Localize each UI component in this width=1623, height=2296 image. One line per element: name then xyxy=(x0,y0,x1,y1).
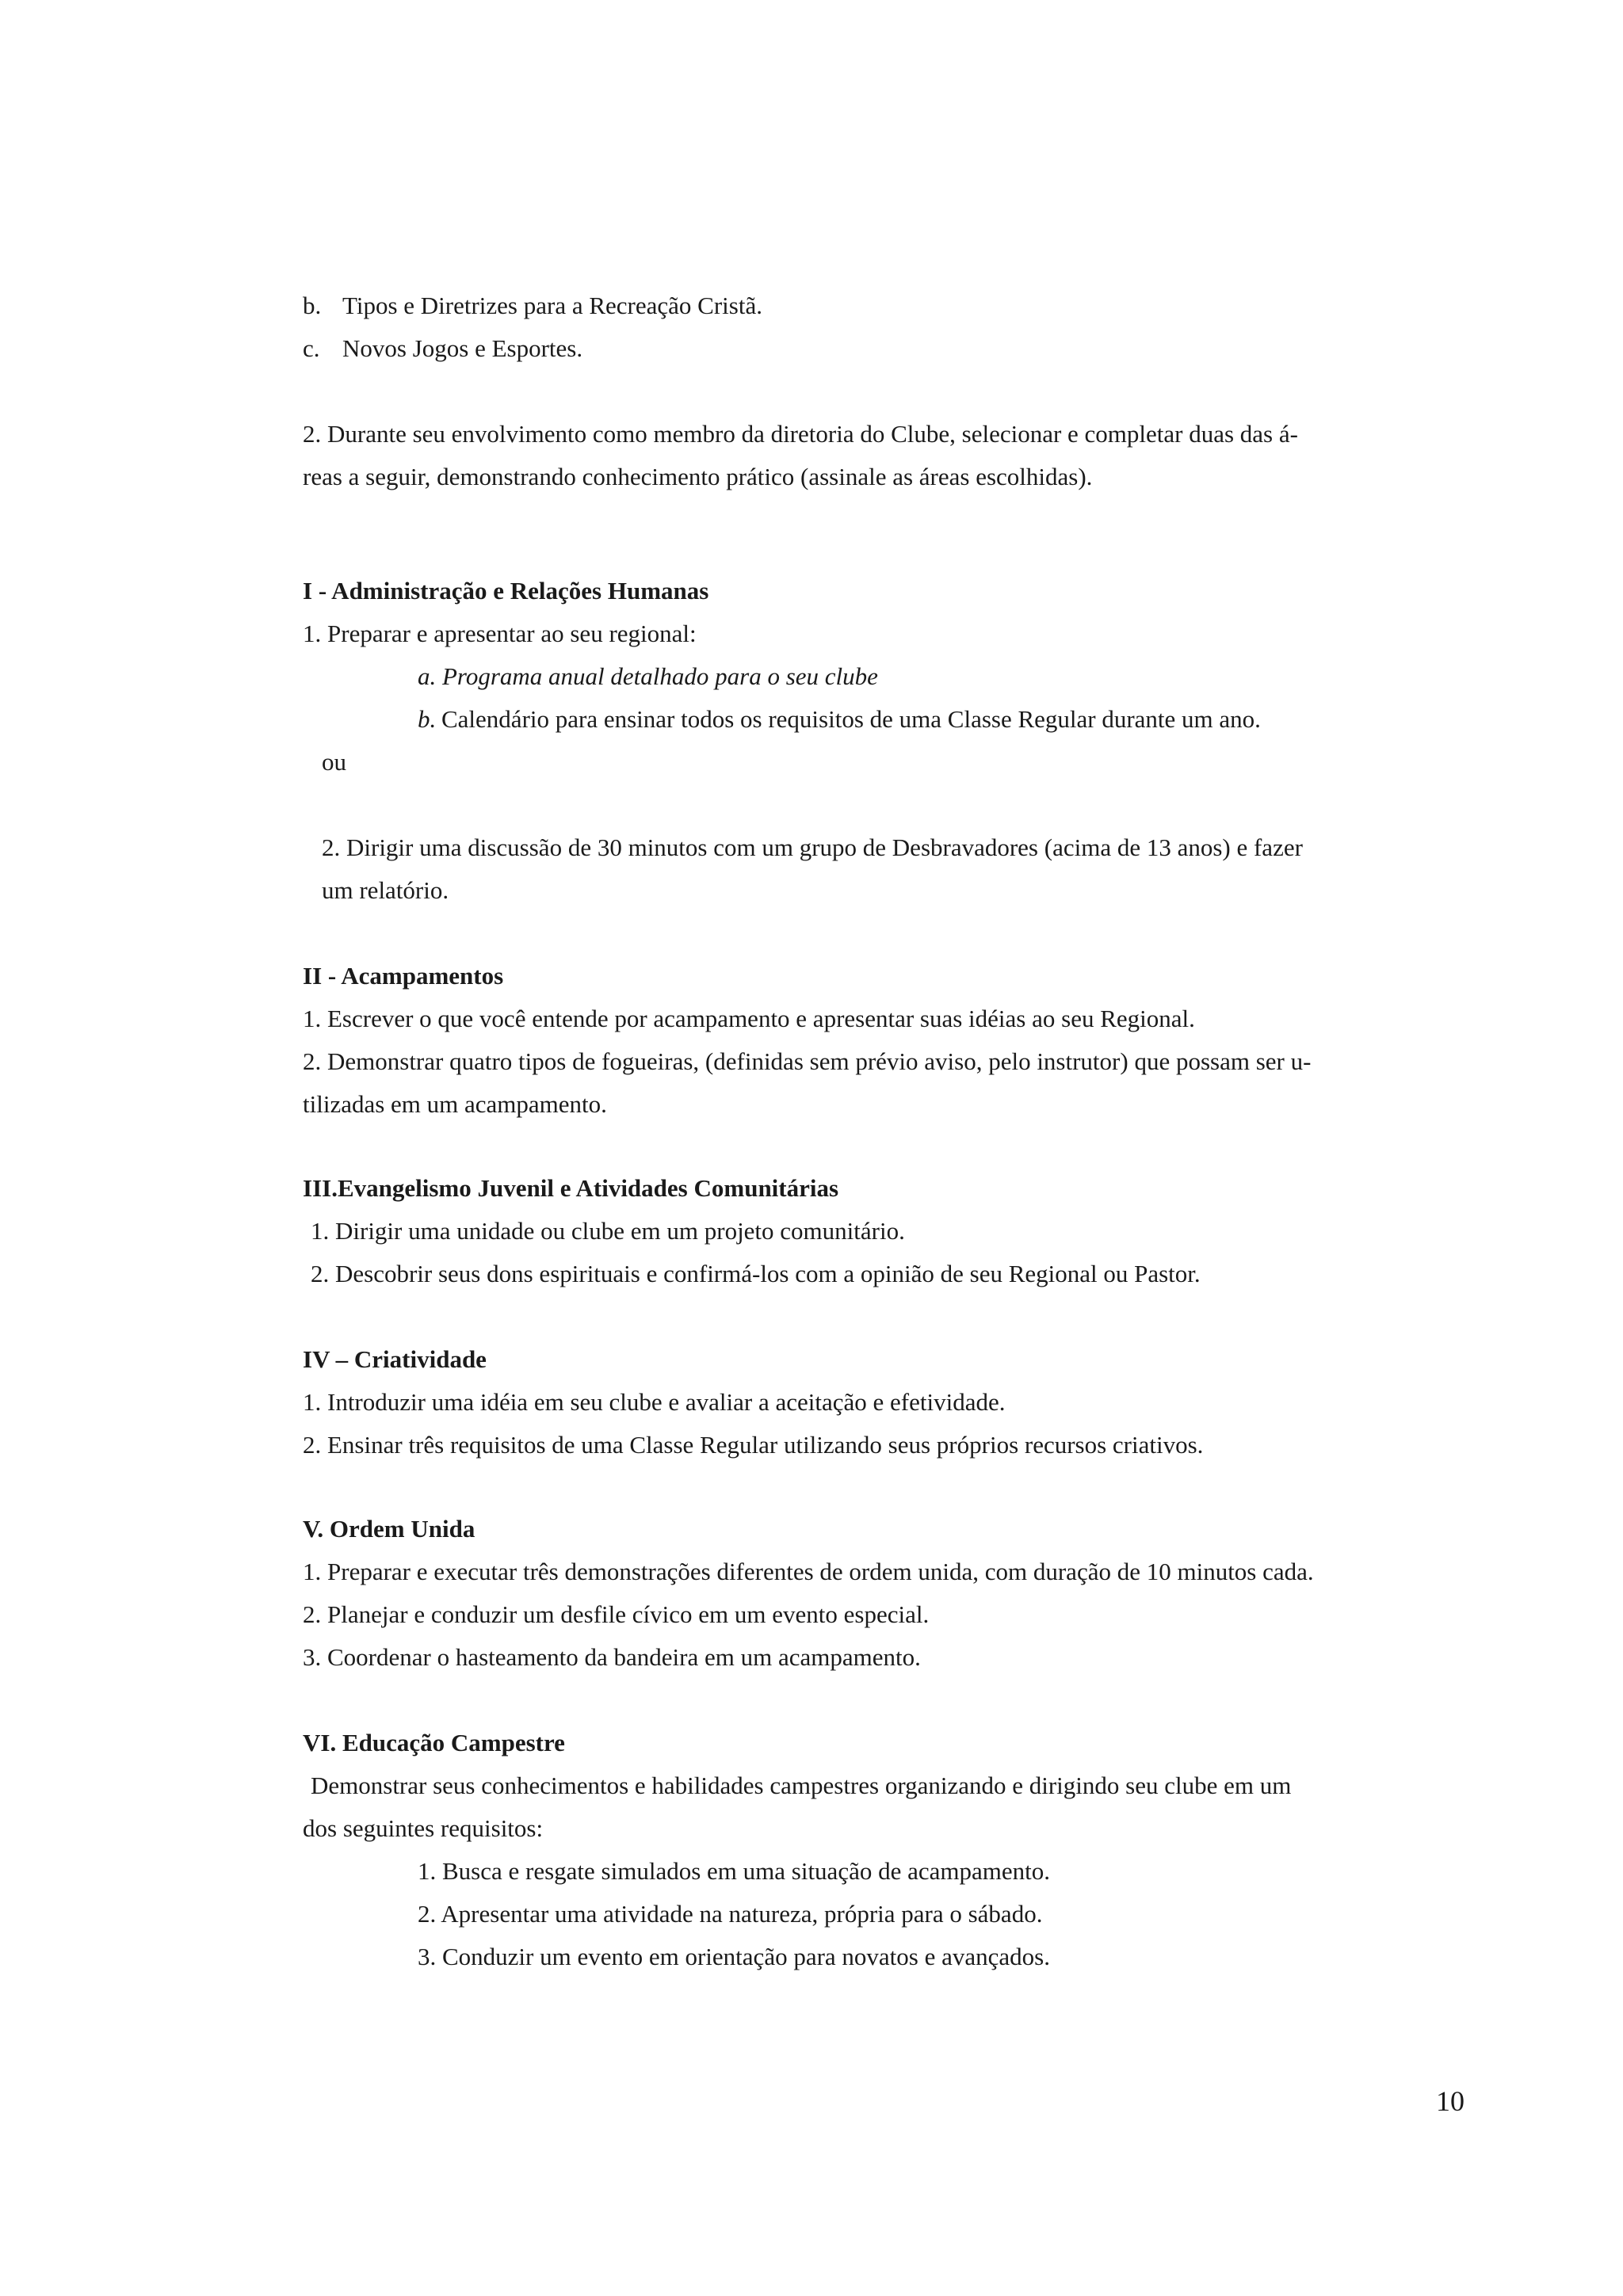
section1-item-2-line-1: 2. Dirigir uma discussão de 30 minutos com um grupo de Desbravadores (acima de 13 anos) e fazer xyxy=(322,833,1303,861)
section-heading-outdoor-education: VI. Educação Campestre xyxy=(303,1729,565,1756)
section1-sub-b-label: b. xyxy=(418,705,437,733)
section2-item-2-line-2: tilizadas em um acampamento. xyxy=(303,1090,607,1118)
section-heading-creativity: IV – Criatividade xyxy=(303,1345,487,1373)
section6-item-3: 3. Conduzir um evento em orientação para novatos e avançados. xyxy=(418,1943,1050,1970)
section-heading-evangelism: III.Evangelismo Juvenil e Atividades Comunitárias xyxy=(303,1174,839,1202)
section2-item-1: 1. Escrever o que você entende por acampamento e apresentar suas idéias ao seu Regional. xyxy=(303,1005,1195,1032)
section-heading-camping: II - Acampamentos xyxy=(303,962,504,990)
section4-item-1: 1. Introduzir uma idéia em seu clube e avaliar a aceitação e efetividade. xyxy=(303,1388,1006,1416)
intro-line-2: reas a seguir, demonstrando conhecimento prático (assinale as áreas escolhidas). xyxy=(303,463,1093,490)
page-number: 10 xyxy=(1436,2085,1465,2117)
section-heading-admin: I - Administração e Relações Humanas xyxy=(303,577,709,605)
section-heading-drill: V. Ordem Unida xyxy=(303,1515,475,1543)
section4-item-2: 2. Ensinar três requisitos de uma Classe Regular utilizando seus próprios recursos criativos. xyxy=(303,1431,1204,1459)
list-item-games: Novos Jogos e Esportes. xyxy=(342,334,583,362)
section1-sub-a: a. Programa anual detalhado para o seu clube xyxy=(418,662,878,690)
section6-intro-line-1: Demonstrar seus conhecimentos e habilidades campestres organizando e dirigindo seu clube em um xyxy=(311,1772,1292,1799)
section3-item-2: 2. Descobrir seus dons espirituais e confirmá-los com a opinião de seu Regional ou Pastor. xyxy=(311,1260,1201,1287)
section6-intro-line-2: dos seguintes requisitos: xyxy=(303,1814,544,1842)
section2-item-2-line-1: 2. Demonstrar quatro tipos de fogueiras, (definidas sem prévio aviso, pelo instrutor) que possam ser u- xyxy=(303,1047,1312,1075)
intro-line-1: 2. Durante seu envolvimento como membro da diretoria do Clube, selecionar e completar duas das á- xyxy=(303,420,1298,448)
section3-item-1: 1. Dirigir uma unidade ou clube em um projeto comunitário. xyxy=(311,1217,905,1245)
section5-item-2: 2. Planejar e conduzir um desfile cívico em um evento especial. xyxy=(303,1600,930,1628)
section5-item-1: 1. Preparar e executar três demonstrações diferentes de ordem unida, com duração de 10 minutos cada. xyxy=(303,1558,1314,1585)
section1-sub-b: Calendário para ensinar todos os requisitos de uma Classe Regular durante um ano. xyxy=(441,705,1261,733)
section1-item-2-line-2: um relatório. xyxy=(322,876,449,904)
list-label-b: b. xyxy=(303,292,322,319)
list-label-c: c. xyxy=(303,334,320,362)
section6-item-2: 2. Apresentar uma atividade na natureza, própria para o sábado. xyxy=(418,1900,1043,1928)
section5-item-3: 3. Coordenar o hasteamento da bandeira em um acampamento. xyxy=(303,1643,921,1671)
section1-or: ou xyxy=(322,748,346,776)
section6-item-1: 1. Busca e resgate simulados em uma situação de acampamento. xyxy=(418,1857,1050,1885)
section1-item-1: 1. Preparar e apresentar ao seu regional: xyxy=(303,620,697,647)
list-item-recreation: Tipos e Diretrizes para a Recreação Cristã. xyxy=(342,292,762,319)
